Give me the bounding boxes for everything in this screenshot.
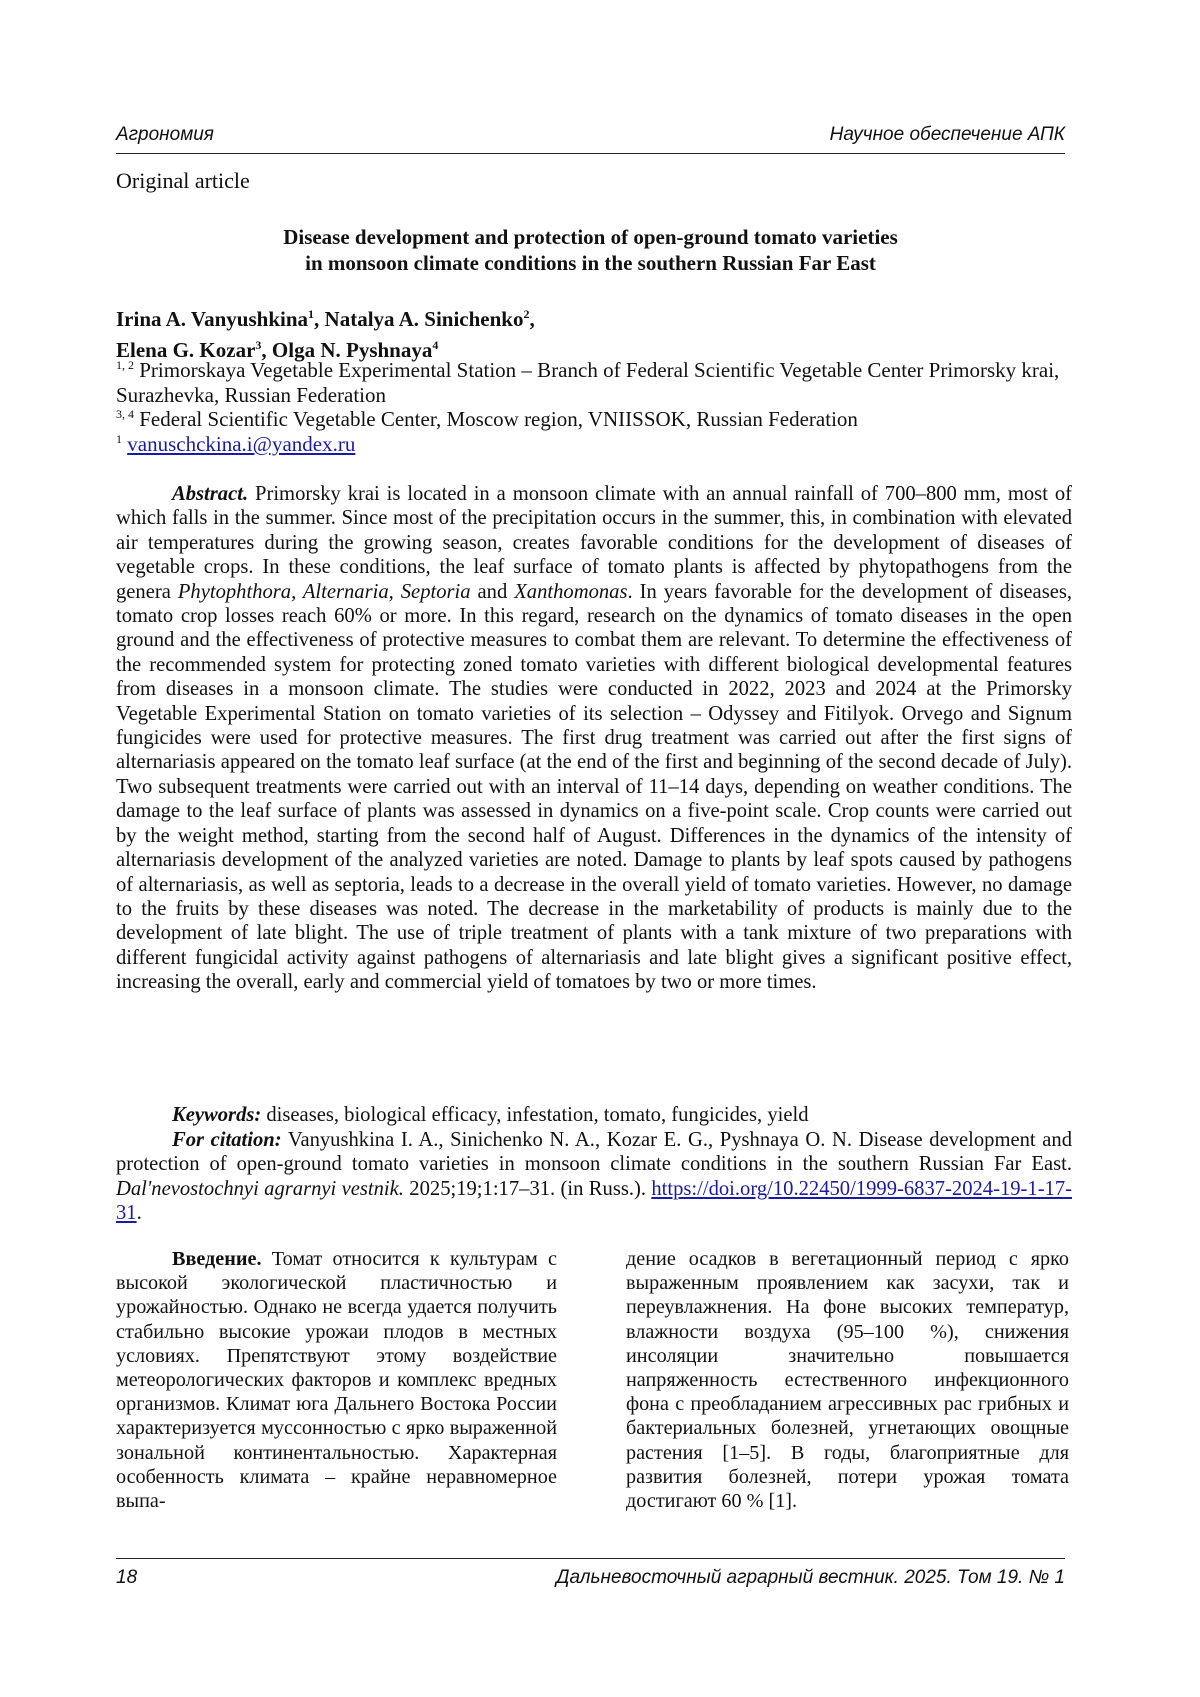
affiliation-1 — [116, 353, 1080, 408]
header-journal-section: Научное обеспечение АПК — [829, 124, 1065, 145]
affiliation-mark: 3, 4 — [116, 407, 134, 421]
author-name: Elena G. Kozar — [116, 338, 256, 362]
abstract-text-2: . In years favorable for the development of diseases, tomato crop losses reach 60% or more. In this regard, research on the dynamics of tomato diseases in the open ground and the effectiveness of protective measures to combat them are relevant. To determine the effectiveness of the recommended system for protecting zoned tomato varieties with different biological developmental features from diseases in a monsoon climate. The studies were conducted in 2022, 2023 and 2024 at the Primorsky Vegetable Experimental Station on tomato varieties of its selection – Odyssey and Fitilyok. Orvego and Signum fungicides were used for protective measures. The first drug treatment was carried out after the first signs of alternariasis appeared on the tomato leaf surface (at the end of the first and beginning of the second decade of July). Two subsequent treatments were carried out with an interval of 11–14 days, depending on weather conditions. The damage to the leaf surface of plants was assessed in dynamics on a five-point scale. Crop counts were carried out by the weight method, starting from the second half of August. Differences in the dynamics of the intensity of alternariasis development of the analyzed varieties are noted. Damage to plants by leaf spots caused by pathogens of alternariasis, as well as septoria, leads to a decrease in the overall yield of tomato varieties. However, no damage to the fruits by these diseases was noted. The decrease in the marketability of products is mainly due to the development of late blight. The use of triple treatment of plants with a tank mixture of two preparations with different fungicidal activity against pathogens of alternariasis and late blight gives a significant positive effect, increasing the overall, early and commercial yield of tomatoes by two or more times. — [116, 580, 1073, 994]
email-link[interactable]: vanuschckina.i@yandex.ru — [127, 432, 356, 456]
header-rule — [116, 153, 1065, 154]
affiliation-mark: 1, 2 — [116, 358, 134, 372]
title-line-2: in monsoon climate conditions in the southern Russian Far East — [305, 251, 876, 275]
author-separator: , — [314, 307, 325, 331]
article-type: Original article — [116, 168, 250, 193]
abstract-paragraph — [116, 482, 1072, 995]
authors-line-1 — [116, 301, 535, 332]
citation-paragraph — [116, 1128, 1072, 1226]
article-title — [116, 224, 1065, 276]
abstract-genera-2: Xanthomonas — [514, 580, 628, 603]
author-name: Natalya A. Sinichenko — [324, 307, 524, 331]
author-name: Irina A. Vanyushkina — [116, 307, 309, 331]
author-affil-mark: 3 — [255, 338, 262, 352]
email-mark: 1 — [116, 432, 122, 446]
abstract-genera-1: Phytophthora, Alternaria, Septoria — [177, 580, 471, 603]
intro-text-left: Томат относится к культурам с высокой экологической пластичностью и урожайностью. Однако не всегда удается получить стабильно высокие урожаи плодов в местных условиях. Препятствуют этому воздействие метеорологических факторов и комплекс вредных организмов. Климат юга Дальнего Востока России характеризуется муссонностью с ярко выраженной зональной континентальностью. Характерная особенность климата – крайне неравномерное выпа- — [116, 1248, 557, 1513]
keywords-label: Keywords: — [172, 1104, 262, 1126]
citation-text: Vanyushkina I. A., Sinichenko N. A., Kozar E. G., Pyshnaya O. N. Disease development and protection of open-ground tomato varieties in monsoon climate conditions in the southern Russian Far East. — [116, 1129, 1072, 1176]
intro-label: Введение. — [172, 1248, 262, 1270]
author-name: Olga N. Pyshnaya — [271, 338, 433, 362]
affiliation-text: Federal Scientific Vegetable Center, Moscow region, VNIISSOK, Russian Federation — [139, 407, 858, 431]
affiliation-text: Primorskaya Vegetable Experimental Station – Branch of Federal Scientific Vegetable Center Primorsky krai, Surazhevka, Russian Federation — [116, 358, 1060, 407]
corresponding-email — [116, 427, 355, 457]
author-separator: , — [261, 338, 272, 362]
abstract-label: Abstract. — [172, 483, 249, 505]
citation-details: 2025;19;1:17–31. (in Russ.). — [403, 1177, 652, 1200]
author-affil-mark: 2 — [523, 307, 530, 321]
footer-journal: Дальневосточный аграрный вестник. 2025. Том 19. № 1 — [556, 1567, 1065, 1588]
intro-text-right: дение осадков в вегетационный период с ярко выраженным проявлением как засухи, так и переувлажнения. На фоне высоких температур, влажности воздуха (95–100 %), снижения инсоляции значительно повышается напряженность естественного инфекционного фона с преобладанием агрессивных рас грибных и бактериальных болезней, угнетающих овощные растения [1–5]. В годы, благоприятные для развития болезней, потери урожая томата достигают 60 % [1]. — [626, 1248, 1069, 1513]
citation-journal: Dal'nevostochnyi agrarnyi vestnik. — [116, 1177, 404, 1200]
abstract-text-1: Primorsky krai is located in a monsoon climate with an annual rainfall of 700–800 mm, most of which falls in the summer. Since most of the precipitation occurs in the summer, this, in combination with elevated air temperatures during the growing season, creates favorable conditions for the development of diseases of vegetable crops. In these conditions, the leaf surface of tomato plants is affected by phytopathogens from the genera — [116, 483, 1072, 603]
citation-label: For citation: — [172, 1129, 282, 1151]
author-affil-mark: 4 — [432, 338, 439, 352]
header-section: Агрономия — [116, 124, 214, 145]
page-footer — [116, 1567, 1065, 1593]
keywords-paragraph — [116, 1103, 1072, 1127]
author-separator: , — [529, 307, 535, 331]
keywords-text: diseases, biological efficacy, infestation, tomato, fungicides, yield — [261, 1104, 809, 1126]
page-number: 18 — [116, 1567, 138, 1588]
running-header — [116, 124, 1065, 152]
body-column-right — [626, 1247, 1069, 1513]
author-affil-mark: 1 — [308, 307, 315, 321]
doi-link[interactable]: https://doi.org/10.22450/1999-6837-2024-19-1-17-31 — [116, 1177, 1072, 1225]
footer-rule — [116, 1558, 1065, 1559]
title-line-1: Disease development and protection of open-ground tomato varieties — [283, 225, 898, 249]
body-column-left — [116, 1247, 557, 1513]
abstract-and: and — [470, 580, 515, 603]
citation-end: . — [136, 1202, 142, 1225]
